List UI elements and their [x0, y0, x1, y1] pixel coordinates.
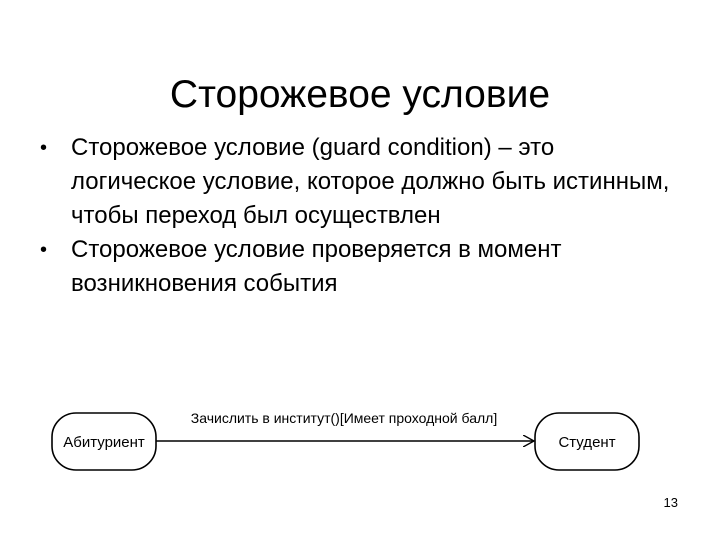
bullet-item — [38, 233, 678, 301]
bullet-list — [38, 131, 678, 301]
slide-title: Сторожевое условие — [169, 73, 551, 117]
bullet-marker: • — [40, 239, 48, 261]
state-abiturient — [52, 413, 156, 470]
state-student — [535, 413, 639, 470]
bullet-text: Сторожевое условие проверяется в момент возникновения события — [71, 236, 562, 297]
page-number: 13 — [663, 495, 678, 510]
transition-label: Зачислить в институт()[Имеет проходной балл] — [190, 410, 498, 426]
bullet-item — [38, 131, 678, 233]
bullet-text: Сторожевое условие (guard condition) – это логическое условие, которое должно быть истинным, чтобы переход был осуществлен — [71, 134, 670, 229]
state-student-label: Студент — [558, 434, 616, 451]
state-transition-diagram — [0, 390, 720, 490]
state-abiturient-label: Абитуриент — [63, 434, 145, 451]
bullet-marker: • — [40, 137, 48, 159]
